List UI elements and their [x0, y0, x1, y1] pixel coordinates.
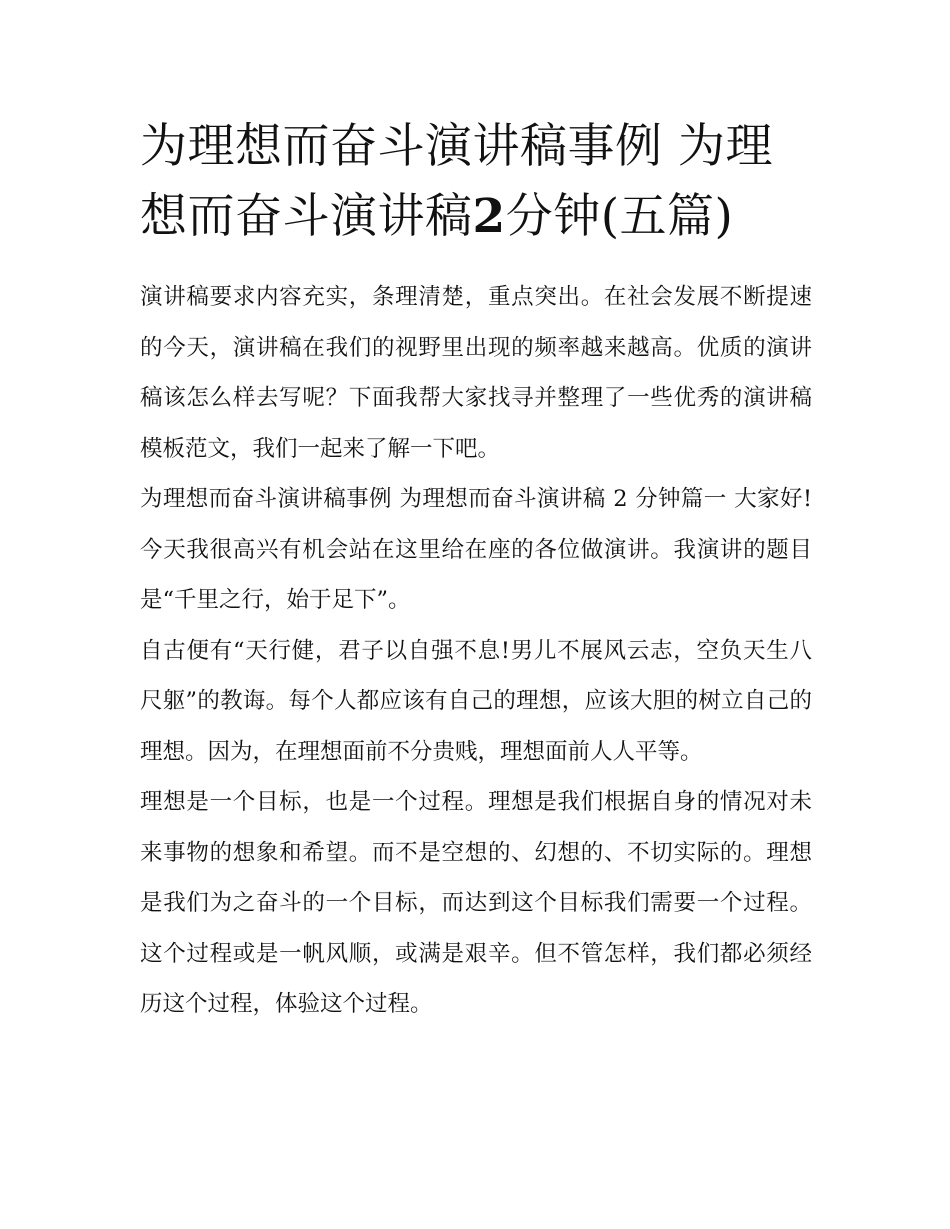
paragraph-ancient-saying: 自古便有“天行健，君子以自强不息!男儿不展风云志，空负天生八尺躯”的教诲。每个人都应该有自己的理想，应该大胆的树立自己的理想。因为，在理想面前不分贵贱，理想面前人人平等。: [140, 637, 812, 765]
title-text-part1: 为理想而奋斗演讲稿事例 为理想而奋斗演讲稿: [140, 119, 773, 244]
title-number: 2: [472, 189, 506, 244]
paragraph-ideal-definition: 理想是一个目标，也是一个过程。理想是我们根据自身的情况对未来事物的想象和希望。而不是空想的、幻想的、不切实际的。理想是我们为之奋斗的一个目标，而达到这个目标我们需要一个过程。这个过程或是一帆风顺，或满是艰辛。但不管怎样，我们都必须经历这个过程，体验这个过程。: [140, 789, 812, 1017]
paragraph-greeting: 为理想而奋斗演讲稿事例 为理想而奋斗演讲稿 2 分钟篇一 大家好! 今天我很高兴有机会站在这里给在座的各位做演讲。我演讲的题目是“千里之行，始于足下”。: [140, 486, 812, 613]
document-title: [140, 112, 812, 252]
paragraph-intro: 演讲稿要求内容充实，条理清楚，重点突出。在社会发展不断提速的今天，演讲稿在我们的视野里出现的频率越来越高。优质的演讲稿该怎么样去写呢？下面我帮大家找寻并整理了一些优秀的演讲稿模板范文，我们一起来了解一下吧。: [140, 284, 812, 462]
document-page: [140, 112, 812, 1030]
title-text-part2: 分钟(五篇): [505, 189, 734, 244]
